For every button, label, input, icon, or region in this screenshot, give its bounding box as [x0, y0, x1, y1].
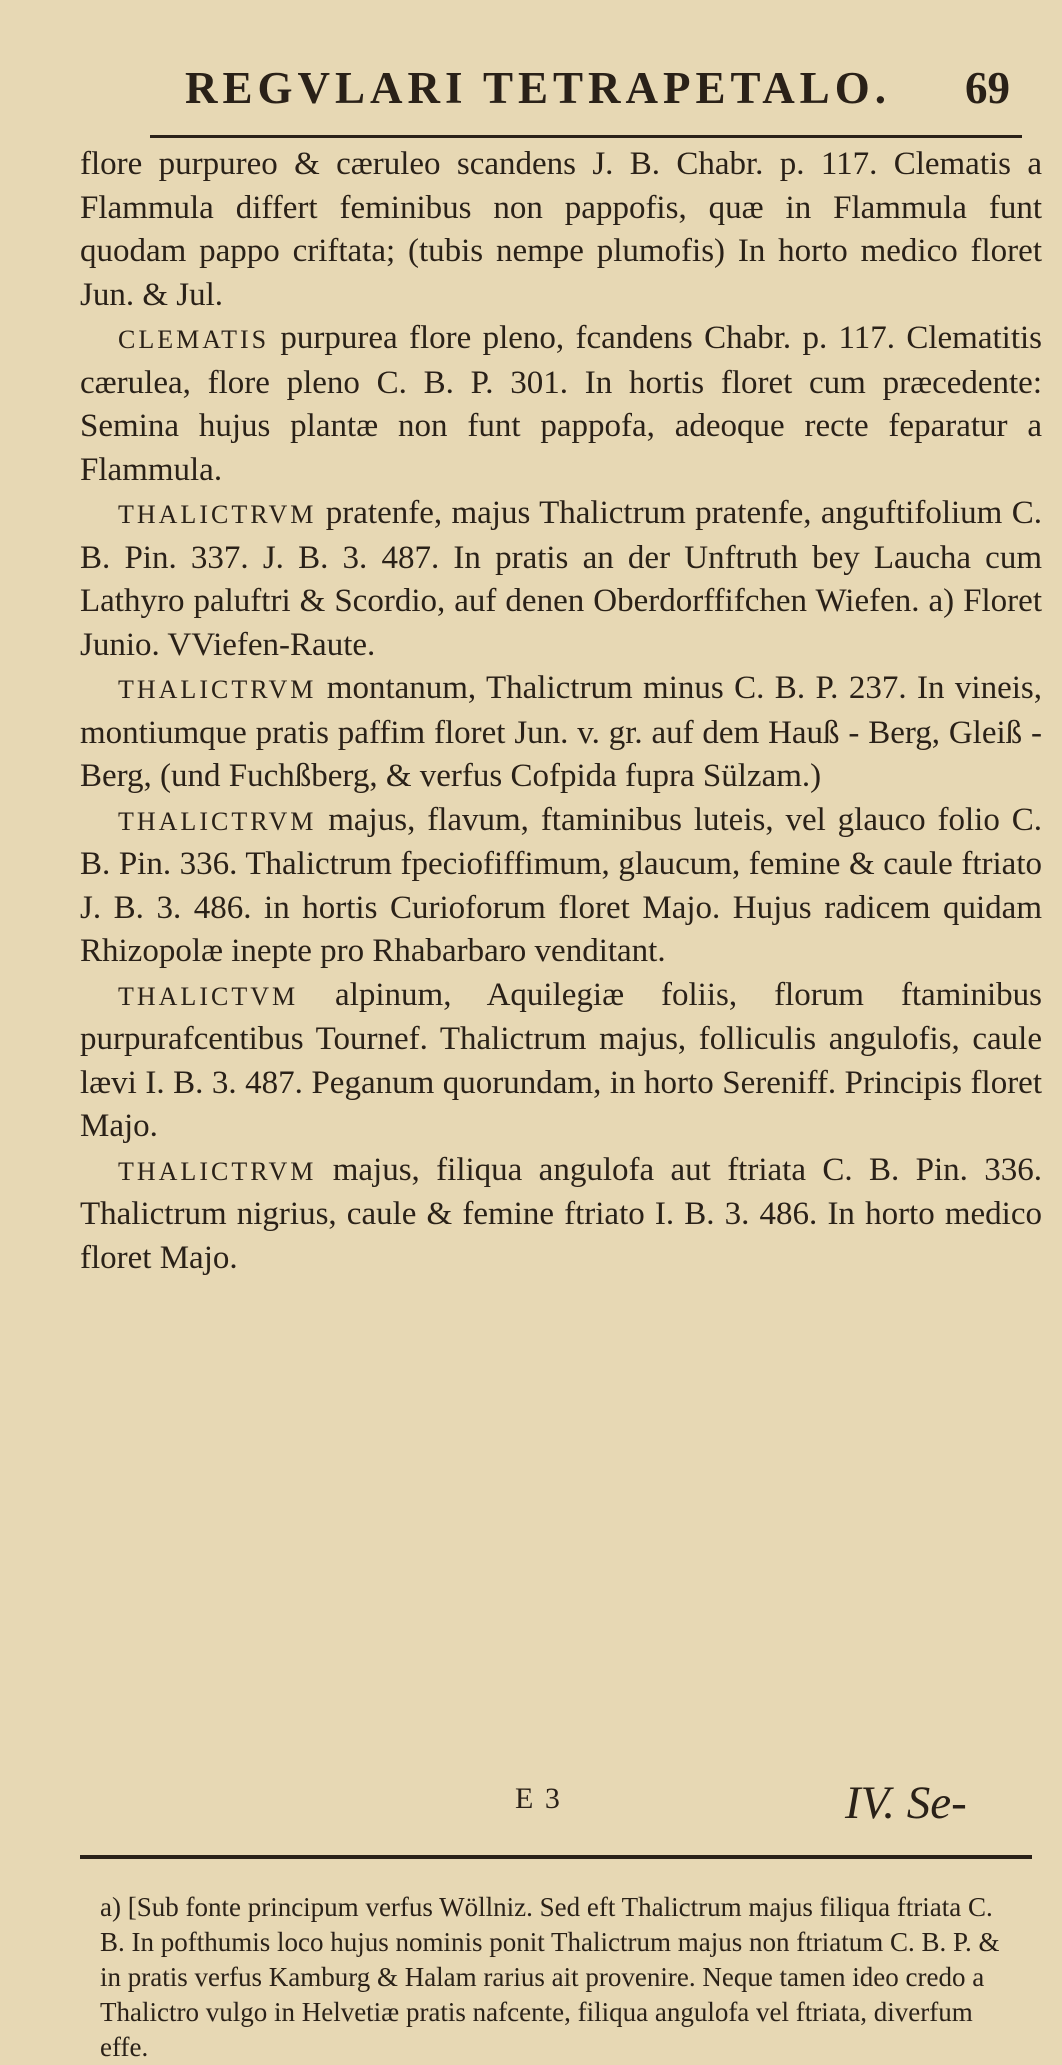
paragraph — [80, 799, 1042, 974]
paragraph — [80, 317, 1042, 492]
header-rule — [150, 135, 1022, 138]
footnote — [100, 1890, 1020, 2065]
entry-heading: THALICTRVM — [118, 675, 317, 704]
footnote-text: a) [Sub fonte principum verfus Wöllniz. Sed eft Thalictrum majus filiqua ftriata C. B. In pofthumis loco hujus nominis ponit Thalictrum majus non ftriatum C. B. P. & in pratis verfus Kamburg & Halam rarius ait provenire. Neque tamen ideo credo a Thalictro vulgo in Helvetiæ pratis nafcente, filiqua angulofa vel ftriata, diverfum effe. — [100, 1892, 1000, 2062]
signature-mark: E 3 — [515, 1782, 562, 1815]
page-number: 69 — [965, 63, 1010, 113]
entry-heading: THALICTRVM — [118, 806, 317, 836]
paragraph-text: pratenfe, majus Thalictrum pratenfe, anguftifolium C. B. Pin. 337. J. B. 3. 487. In pratis an der Unftruth bey Laucha cum Lathyro paluftri & Scordio, auf denen Oberdorffifchen Wiefen. a) Floret Junio. VViefen-Raute. — [80, 495, 1042, 663]
paragraph-text: montanum, Thalictrum minus C. B. P. 237. In vineis, montiumque pratis paffim floret Jun. v. gr. auf dem Hauß - Berg, Gleiß - Berg, (und Fuchßberg, & verfus Cofpida fupra Sülzam.) — [80, 670, 1042, 794]
paragraph-text: flore purpureo & cæruleo scandens J. B. Chabr. p. 117. Clematis a Flammula differt feminibus non pappofis, quæ in Flammula funt quodam pappo criftata; (tubis nempe plumofis) In horto medico floret Jun. & Jul. — [80, 146, 1042, 313]
paragraph — [80, 492, 1042, 667]
paragraph — [80, 974, 1042, 1149]
paragraph-text: majus, filiqua angulofa aut ftriata C. B. Pin. 336. Thalictrum nigrius, caule & femine ftriato I. B. 3. 486. In horto medico floret Majo. — [80, 1151, 1042, 1276]
paragraph-text: alpinum, Aquilegiæ foliis, florum ftaminibus purpurafcentibus Tournef. Thalictrum majus, folliculis angulofis, caule lævi I. B. 3. 487. Peganum quorundam, in horto Sereniff. Principis floret Majo. — [80, 976, 1042, 1144]
entry-heading: THALICTRVM — [118, 1156, 317, 1186]
running-title: REGVLARI TETRAPETALO. — [185, 63, 891, 113]
footnote-rule — [80, 1855, 1032, 1859]
paragraph — [80, 1149, 1042, 1281]
entry-heading: THALICTVM — [118, 981, 299, 1011]
running-header — [0, 62, 1062, 112]
catchword: IV. Se- — [845, 1777, 967, 1829]
paragraph-text: majus, flavum, ftaminibus luteis, vel glauco folio C. B. Pin. 336. Thalictrum fpeciofiffimum, glaucum, femine & caule ftriato J. B. 3. 486. in hortis Curioforum floret Majo. Hujus radicem quidam Rhizopolæ inepte pro Rhabarbaro venditant. — [80, 801, 1042, 969]
paragraph — [80, 143, 1042, 317]
signature-line — [0, 1777, 1062, 1842]
paragraph — [80, 667, 1042, 799]
paragraph-text: purpurea flore pleno, fcandens Chabr. p. 117. Clematitis cærulea, flore pleno C. B. P. 301. In hortis floret cum præcedente: Semina hujus plantæ non funt pappofa, adeoque recte feparatur a Flammula. — [80, 320, 1042, 488]
entry-heading: CLEMATIS — [118, 325, 270, 354]
entry-heading: THALICTRVM — [118, 500, 317, 529]
main-text — [80, 143, 1042, 1280]
